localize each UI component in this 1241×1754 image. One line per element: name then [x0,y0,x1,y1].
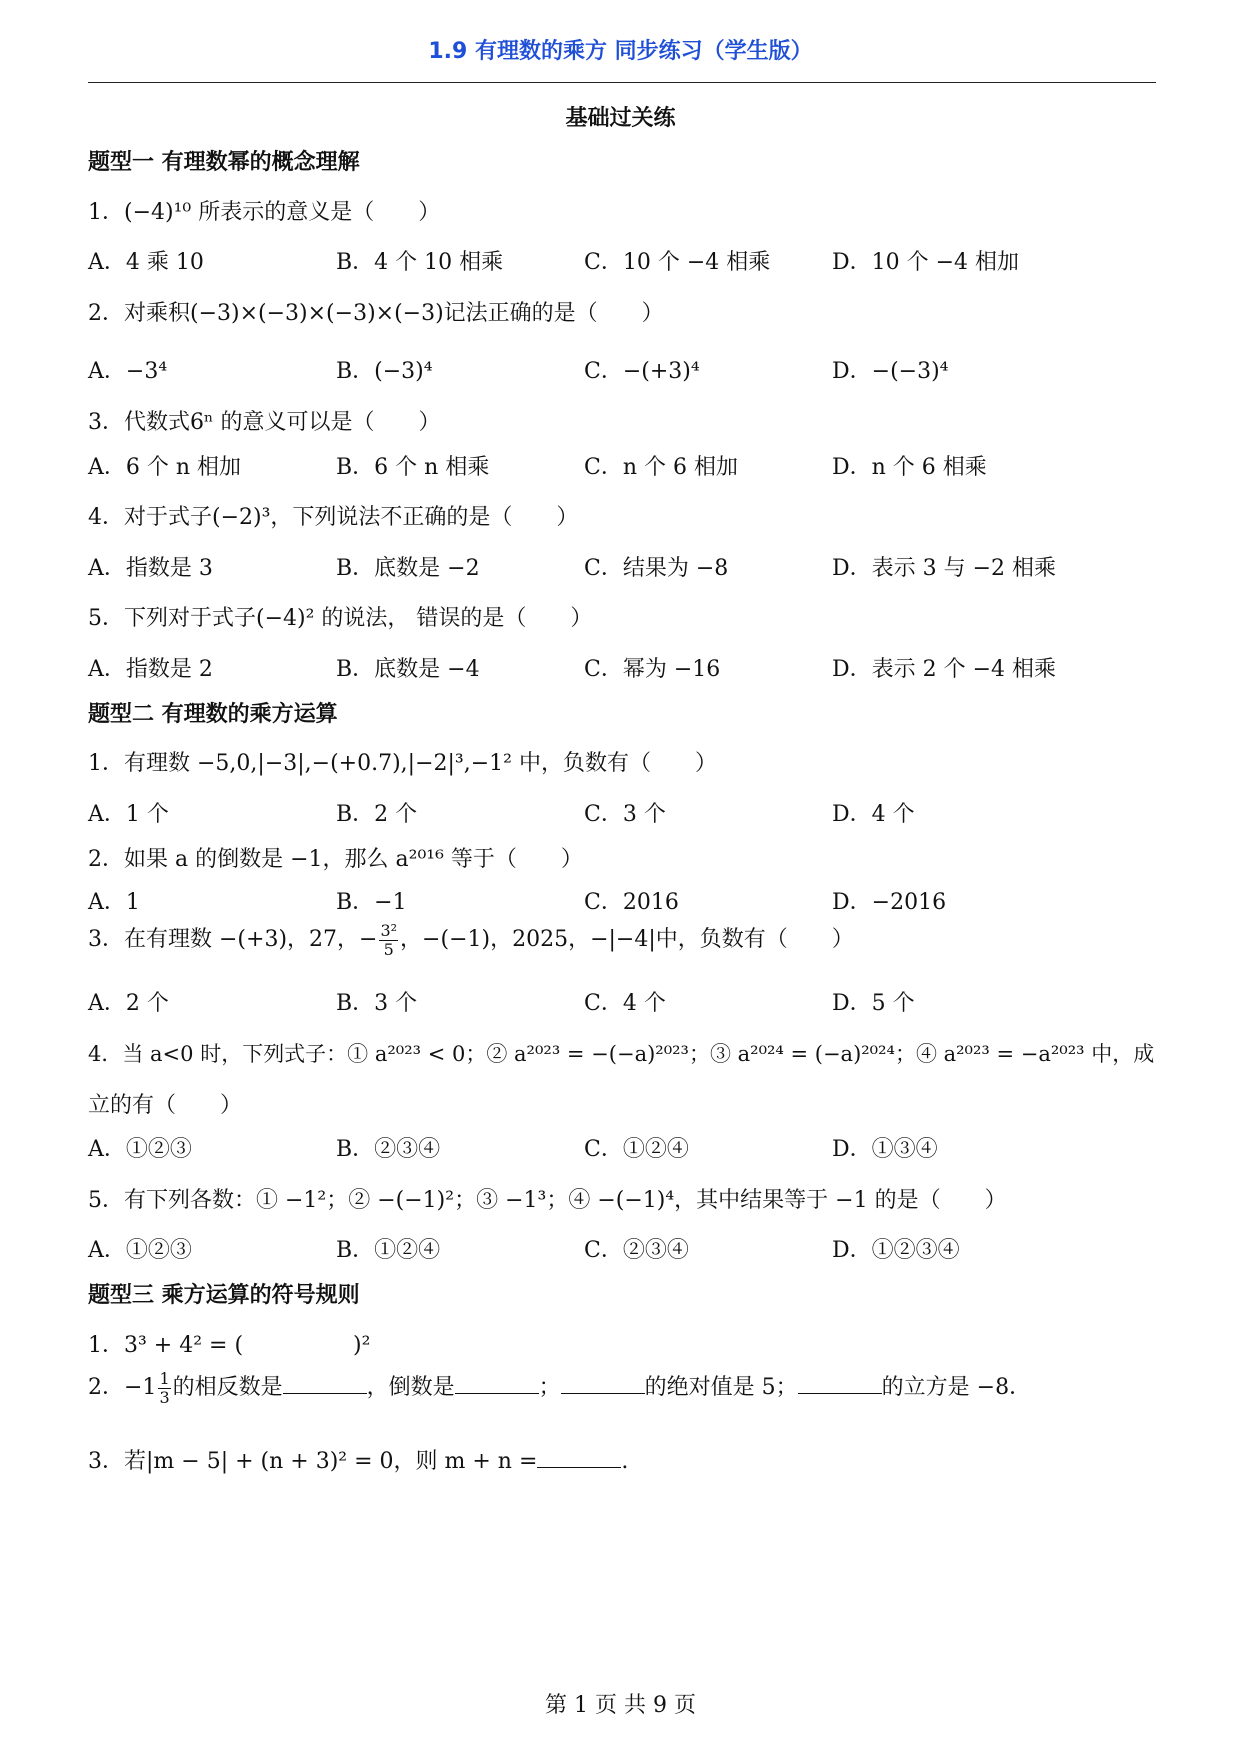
option-2-3-a: A．2 个 [88,991,169,1016]
option-2-5-a: A．①②③ [88,1238,192,1263]
option-1-2-b: B．(−3)⁴ [336,359,433,384]
option-2-2-d: D．−2016 [832,890,947,915]
fraction-numerator: 3² [380,921,398,940]
fraction-denominator: 5 [383,939,394,959]
question-3-2-text-1: 的相反数是 [172,1375,283,1401]
question-2-4: 4．当 a<0 时，下列式子：① a²⁰²³ < 0；② a²⁰²³ = −(−a)²⁰²³；③ a²⁰²⁴ = (−a)²⁰²⁴；④ a²⁰²³ = −a²⁰²³ 中，成 [88,1042,1155,1066]
option-1-5-c: C．幂为 −16 [584,657,721,682]
page-header-title: 1.9 有理数的乘方 同步练习（学生版） [428,39,813,64]
level-title: 基础过关练 [565,106,676,131]
question-1-3: 3．代数式6ⁿ 的意义可以是（ ） [88,410,441,435]
question-2-3-part-2: ，−(−1)，2025，−|−4|中，负数有（ ） [400,927,854,953]
fraction-denominator: 3 [159,1387,170,1407]
option-1-3-b: B．6 个 n 相乘 [336,455,490,480]
question-3-2-text-3: ； [538,1375,561,1401]
question-1-1: 1．(−4)¹⁰ 所表示的意义是（ ） [88,200,441,225]
option-2-4-c: C．①②④ [584,1137,689,1162]
question-3-3-text: 3．若|m − 5| + (n + 3)² = 0，则 m + n = [88,1449,538,1474]
question-3-2 [88,1370,1031,1406]
option-2-5-c: C．②③④ [584,1238,689,1263]
question-3-2-number: 2．−1 [88,1375,157,1401]
option-2-2-b: B．−1 [336,890,407,915]
option-1-5-a: A．指数是 2 [88,657,213,682]
page-footer: 第 1 页 共 9 页 [545,1693,696,1718]
question-3-3 [88,1444,628,1475]
option-1-1-d: D．10 个 −4 相加 [832,250,1020,275]
option-2-1-b: B．2 个 [336,802,418,827]
option-2-2-a: A．1 [88,890,140,915]
question-2-3 [88,922,854,958]
option-1-5-d: D．表示 2 个 −4 相乘 [832,657,1057,682]
option-2-3-b: B．3 个 [336,991,418,1016]
option-2-5-b: B．①②④ [336,1238,441,1263]
fraction-numerator: 1 [159,1369,170,1388]
answer-blank-5[interactable] [537,1449,621,1468]
option-1-3-d: D．n 个 6 相乘 [832,455,987,480]
option-2-4-a: A．①②③ [88,1137,192,1162]
option-1-1-c: C．10 个 −4 相乘 [584,250,771,275]
option-1-2-d: D．−(−3)⁴ [832,359,949,384]
question-3-2-text-2: ，倒数是 [366,1375,455,1401]
header-divider [88,82,1156,83]
option-2-3-d: D．5 个 [832,991,915,1016]
option-1-2-a: A．−3⁴ [88,359,168,384]
answer-blank-2[interactable] [455,1375,539,1394]
option-2-1-d: D．4 个 [832,802,915,827]
option-2-4-d: D．①③④ [832,1137,938,1162]
question-3-1: 1．3³ + 4² = ( )² [88,1333,371,1358]
option-2-5-d: D．①②③④ [832,1238,960,1263]
fraction-one-third [158,1370,170,1406]
option-1-2-c: C．−(+3)⁴ [584,359,700,384]
option-2-1-c: C．3 个 [584,802,666,827]
option-2-4-b: B．②③④ [336,1137,441,1162]
option-1-5-b: B．底数是 −4 [336,657,480,682]
answer-blank-1[interactable] [283,1375,367,1394]
question-2-3-part-1: 3．在有理数 −(+3)，27，− [88,927,378,953]
question-1-2: 2．对乘积(−3)×(−3)×(−3)×(−3)记法正确的是（ ） [88,301,664,326]
fraction-3sq-over-5 [379,922,398,958]
question-3-2-text-4: 的绝对值是 5； [644,1375,798,1401]
question-3-2-text-5: 的立方是 −8． [881,1375,1032,1401]
question-2-4-continued: 立的有（ ） [88,1093,243,1118]
option-1-4-a: A．指数是 3 [88,556,213,581]
option-2-1-a: A．1 个 [88,802,169,827]
section-title-2: 题型二 有理数的乘方运算 [88,702,338,727]
question-2-2: 2．如果 a 的倒数是 −1，那么 a²⁰¹⁶ 等于（ ） [88,847,583,872]
option-1-1-a: A．4 乘 10 [88,250,204,275]
question-2-1: 1．有理数 −5,0,|−3|,−(+0.7),|−2|³,−1² 中，负数有（ ） [88,751,717,776]
option-1-4-c: C．结果为 −8 [584,556,729,581]
answer-blank-3[interactable] [561,1375,645,1394]
option-1-1-b: B．4 个 10 相乘 [336,250,504,275]
answer-blank-4[interactable] [798,1375,882,1394]
question-3-3-period: . [621,1449,629,1474]
question-2-5: 5．有下列各数：① −1²；② −(−1)²；③ −1³；④ −(−1)⁴，其中结果等于 −1 的是（ ） [88,1188,1007,1213]
option-1-4-d: D．表示 3 与 −2 相乘 [832,556,1057,581]
option-1-4-b: B．底数是 −2 [336,556,480,581]
question-1-5: 5．下列对于式子(−4)² 的说法， 错误的是（ ） [88,606,593,631]
question-1-4: 4．对于式子(−2)³，下列说法不正确的是（ ） [88,505,579,530]
option-2-3-c: C．4 个 [584,991,666,1016]
section-title-3: 题型三 乘方运算的符号规则 [88,1283,360,1308]
section-title-1: 题型一 有理数幂的概念理解 [88,150,360,175]
option-2-2-c: C．2016 [584,890,679,915]
option-1-3-c: C．n 个 6 相加 [584,455,738,480]
option-1-3-a: A．6 个 n 相加 [88,455,242,480]
